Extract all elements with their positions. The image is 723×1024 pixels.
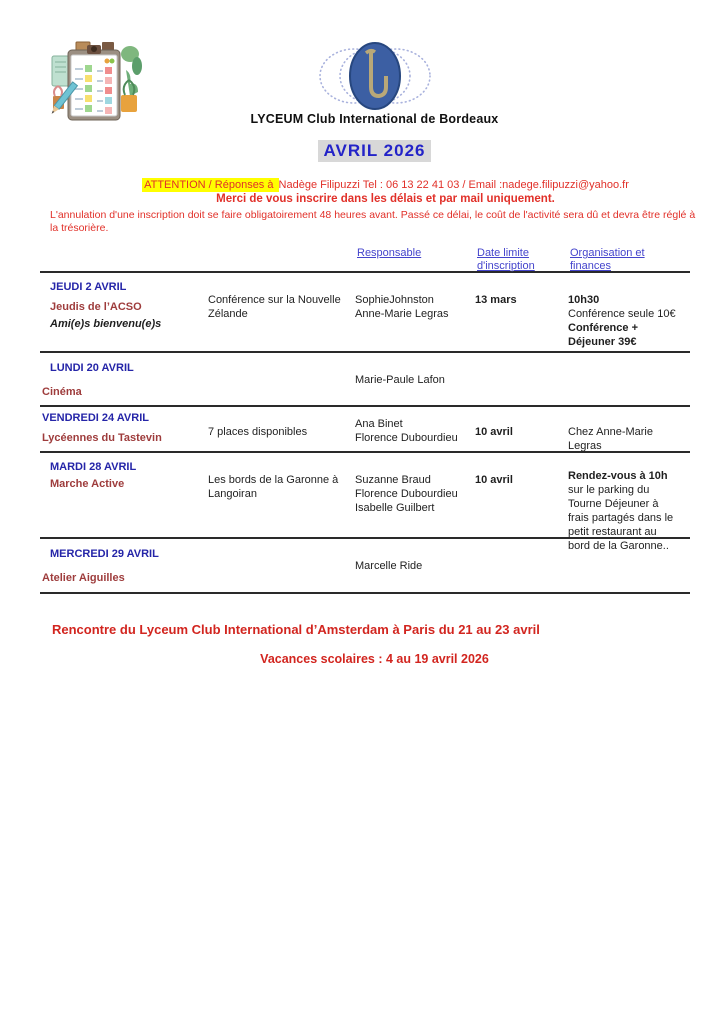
responsable-name: Florence Dubourdieu [355,488,458,501]
attention-highlight: ATTENTION / Réponses à [144,179,277,191]
event-date: LUNDI 20 AVRIL [50,362,134,374]
organisation-line: Conférence + Déjeuner 39€ [568,322,638,349]
footer-meeting-note: Rencontre du Lyceum Club International d’Amsterdam à Paris du 21 au 23 avril [52,622,540,637]
responsable-name: Ana Binet [355,418,403,430]
event-responsables [352,353,472,405]
responsable-name: Isabelle Guilbert [355,502,435,515]
month-title-row [26,140,723,162]
event-row [40,539,690,594]
events-table [40,246,690,594]
event-activity: Lycéennes du Tastevin [42,432,162,445]
event-description: Les bords de la Garonne à Langoiran [208,474,339,501]
footer-holidays-note: Vacances scolaires : 4 au 19 avril 2026 [260,652,489,666]
event-responsables [352,539,472,592]
organisation-line: Conférence seule 10€ [568,308,676,321]
responsable-name: Marie-Paule Lafon [355,374,445,386]
event-description: Conférence sur la Nouvelle Zélande [208,294,341,321]
event-activity: Jeudis de l’ACSO [50,301,142,314]
event-organisation [565,273,690,351]
lyceum-logo-icon [308,36,442,116]
organisation-bold: Rendez-vous à 10h [568,470,668,482]
event-activity: Cinéma [42,386,82,399]
event-date: MARDI 28 AVRIL [50,461,137,473]
header-date-limite: Date limite d'inscription [477,247,535,273]
responsable-name: Marcelle Ride [355,560,423,572]
responsable-name: Suzanne Braud [355,474,431,486]
event-date: JEUDI 2 AVRIL [50,281,127,293]
organisation-line: 10h30 [568,294,600,306]
event-description: 7 places disponibles [208,426,308,438]
cancellation-note: L'annulation d'une inscription doit se faire obligatoirement 48 heures avant. Passé ce délai, le coût de l'activité sera dû et devra être réglé à la trésorière. [50,209,696,234]
organisation-line: Chez Anne-Marie Legras [568,426,653,453]
month-title: AVRIL 2026 [318,140,432,162]
table-header-row [40,246,690,273]
club-name: LYCEUM Club International de Bordeaux [250,112,499,126]
event-activity: Atelier Aiguilles [42,572,125,585]
event-row [40,453,690,553]
responsable-name: SophieJohnston [355,294,434,306]
event-responsables [352,407,472,453]
event-deadline: 13 mars [475,294,517,306]
header-organisation: Organisation et finances [570,247,645,273]
responsable-name: Florence Dubourdieu [355,432,458,445]
event-organisation [565,407,690,453]
event-date: MERCREDI 29 AVRIL [50,548,159,560]
register-note: Merci de vous inscrire dans les délais et par mail uniquement. [216,193,555,205]
attention-note [48,179,723,191]
event-deadline: 10 avril [475,426,513,438]
event-activity: Marche Active [50,478,125,491]
header-responsable: Responsable [357,247,422,259]
organisation-text: sur le parking du Tourne Déjeuner à frais partagés dans le petit restaurant au bord de la Garonne.. [568,484,674,553]
event-row [40,273,690,353]
event-row [40,353,690,407]
event-note: Ami(e)s bienvenu(e)s [50,318,162,331]
event-deadline: 10 avril [475,474,513,486]
event-responsables [352,273,472,351]
event-date: VENDREDI 24 AVRIL [42,412,149,424]
event-row [40,407,690,453]
responsable-name: Anne-Marie Legras [355,308,449,321]
attention-contact: Nadège Filipuzzi Tel : 06 13 22 41 03 / Email :nadege.filipuzzi@yahoo.fr [278,179,629,191]
